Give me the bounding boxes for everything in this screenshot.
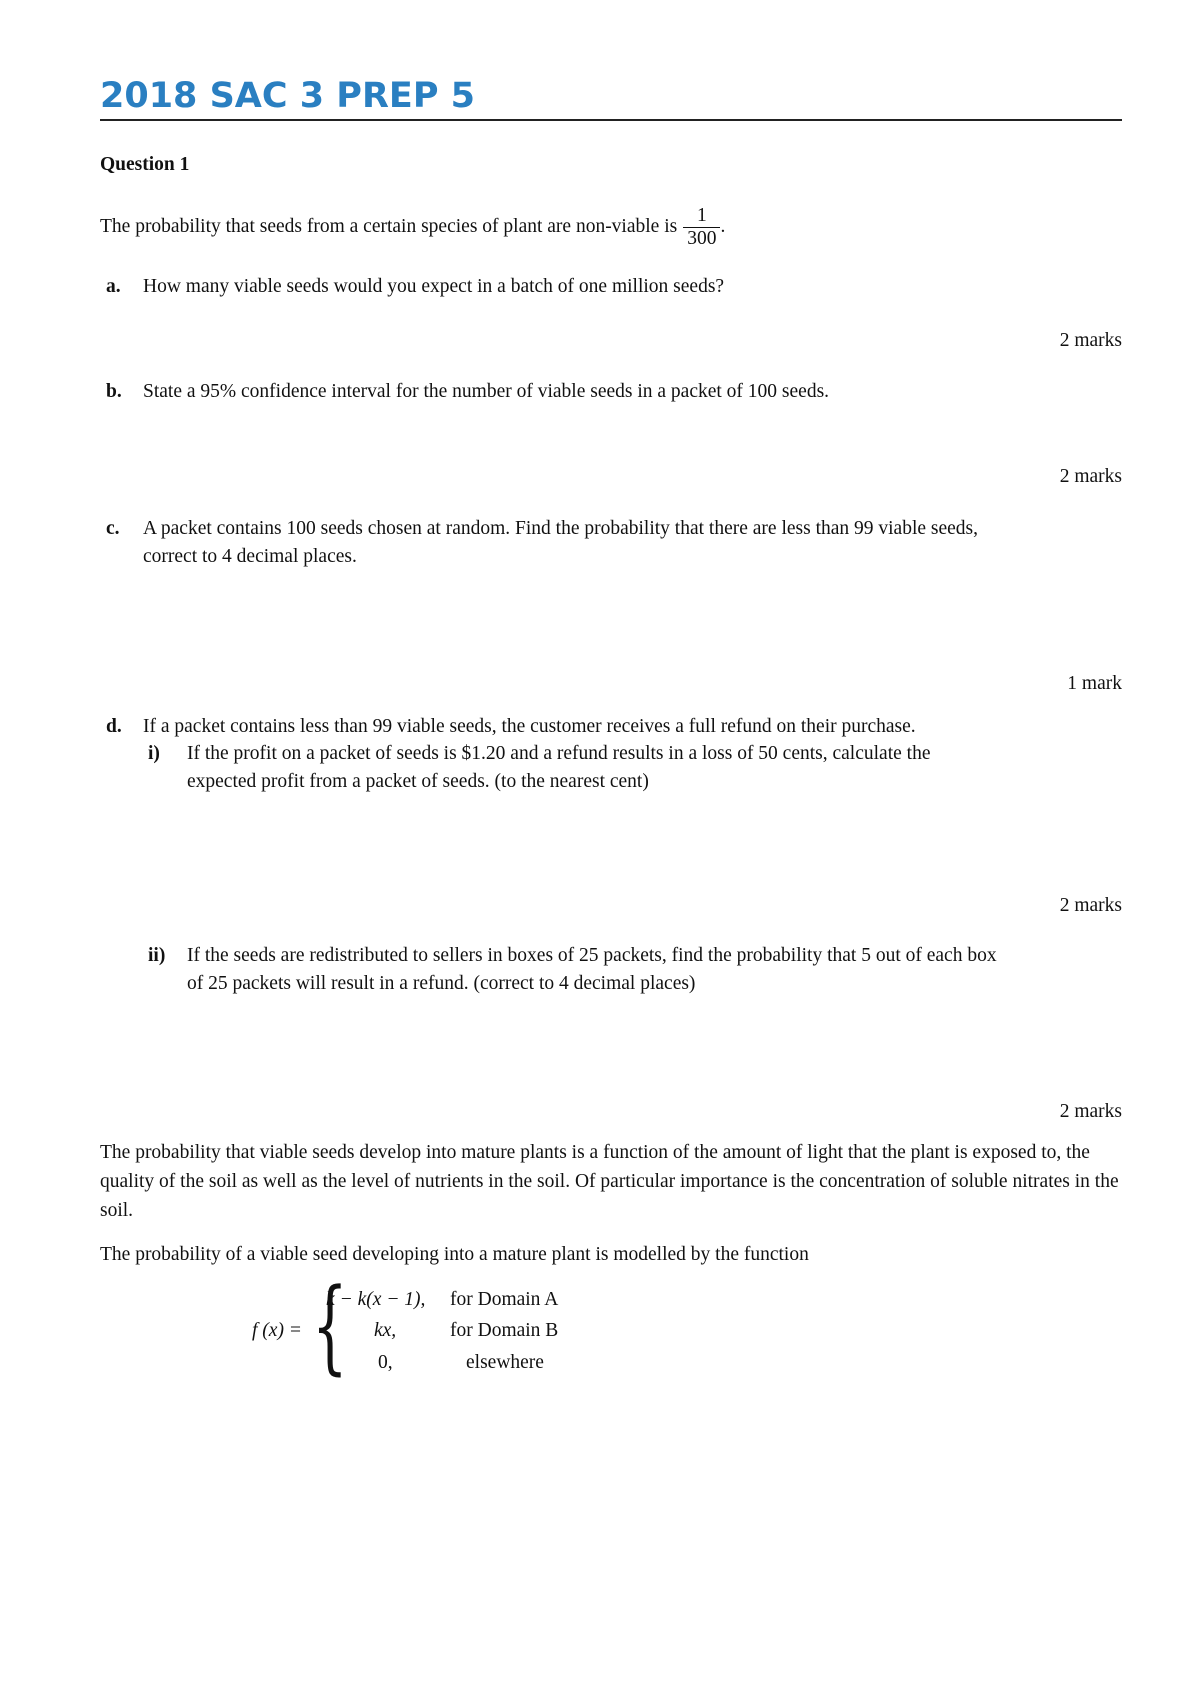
question-intro: [100, 202, 725, 252]
case-1-domain: for Domain A: [450, 1289, 559, 1310]
part-c-line1: A packet contains 100 seeds chosen at random. Find the probability that there are less than 99 viable seeds,: [143, 518, 979, 539]
case-3-expr: 0,: [378, 1352, 393, 1373]
part-c-marks: 1 mark: [1067, 673, 1122, 694]
part-a-label: a.: [106, 276, 121, 297]
part-d-i-label: i): [148, 743, 160, 764]
fraction: [683, 205, 720, 250]
passage-p2: The probability of a viable seed developing into a mature plant is modelled by the function: [100, 1244, 809, 1265]
fraction-denominator: 300: [683, 227, 720, 250]
part-d-i-line1: If the profit on a packet of seeds is $1.20 and a refund results in a loss of 50 cents, calculate the: [187, 743, 931, 764]
passage-paragraph-2: [100, 1240, 1122, 1269]
part-d-i-marks: 2 marks: [1059, 895, 1122, 916]
case-2-expr: kx,: [374, 1320, 397, 1341]
page-title: 2018 SAC 3 PREP 5: [100, 76, 476, 116]
question-heading: Question 1: [100, 154, 190, 175]
part-d-ii-line2: of 25 packets will result in a refund. (correct to 4 decimal places): [187, 973, 696, 994]
fraction-numerator: 1: [696, 205, 707, 227]
case-1-expr: k − k(x − 1),: [326, 1289, 426, 1310]
part-b-label: b.: [106, 381, 122, 402]
part-d-ii-label: ii): [148, 945, 166, 966]
part-d-i-line2: expected profit from a packet of seeds. (to the nearest cent): [187, 771, 649, 792]
passage-p1: The probability that viable seeds develop into mature plants is a function of the amount of light that the plant is exposed to, the quality of the soil as well as the level of nutrients in the soil. Of particular importance is the concentration of soluble nitrates in the soil.: [100, 1142, 1119, 1221]
part-b-marks: 2 marks: [1059, 466, 1122, 487]
part-d-ii-marks: 2 marks: [1059, 1101, 1122, 1122]
case-2-domain: for Domain B: [450, 1320, 559, 1341]
part-c-label: c.: [106, 518, 120, 539]
part-d-label: d.: [106, 716, 122, 737]
part-b-text: State a 95% confidence interval for the number of viable seeds in a packet of 100 seeds.: [143, 381, 830, 402]
part-d-ii-line1: If the seeds are redistributed to sellers in boxes of 25 packets, find the probability that 5 out of each box: [187, 945, 997, 966]
part-a-marks: 2 marks: [1059, 330, 1122, 351]
left-brace: {: [312, 1267, 348, 1386]
intro-end: .: [720, 216, 726, 237]
function-lhs: f (x) =: [252, 1320, 302, 1341]
title-rule: [100, 119, 1122, 121]
passage-paragraph-1: [100, 1138, 1122, 1225]
intro-text: The probability that seeds from a certain species of plant are non-viable is: [100, 216, 678, 237]
part-d-text: If a packet contains less than 99 viable seeds, the customer receives a full refund on their purchase.: [143, 716, 916, 737]
part-a-text: How many viable seeds would you expect in a batch of one million seeds?: [143, 276, 725, 297]
part-c-line2: correct to 4 decimal places.: [143, 546, 357, 567]
case-3-domain: elsewhere: [466, 1352, 544, 1373]
